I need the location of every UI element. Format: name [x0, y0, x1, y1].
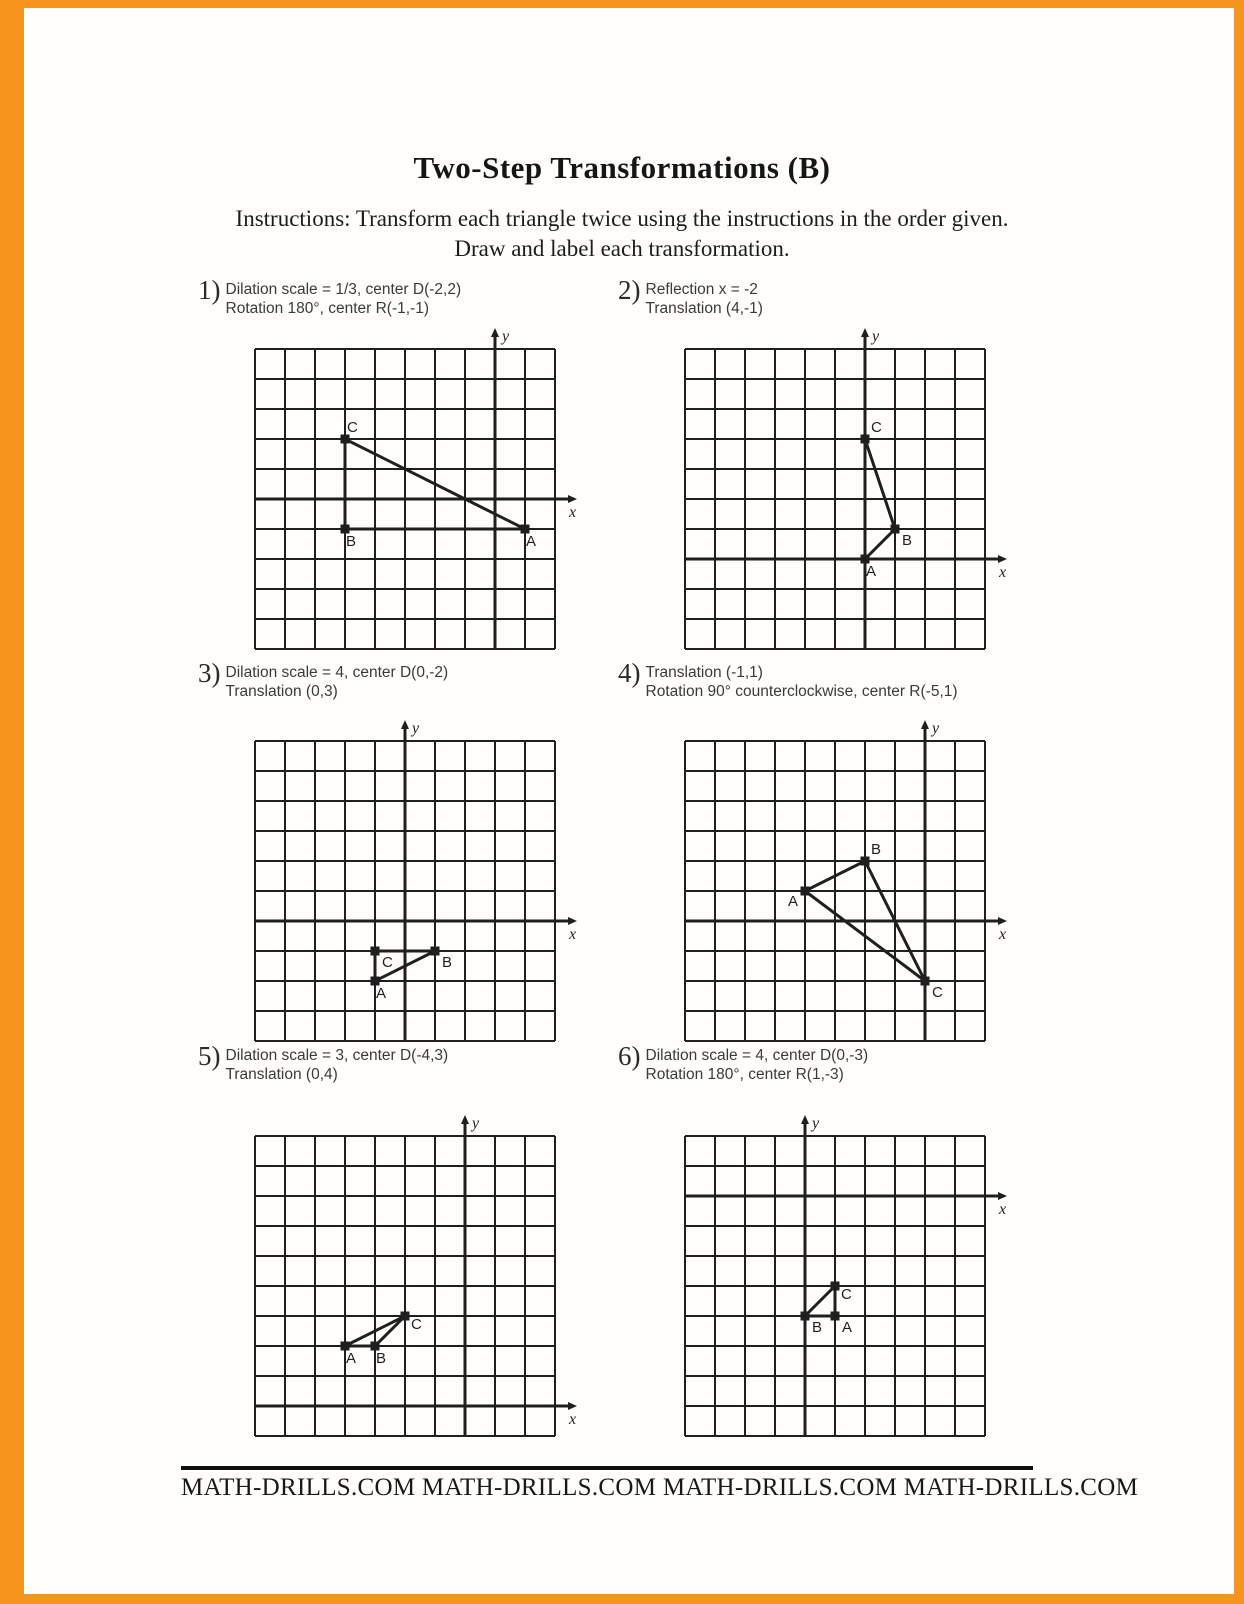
- problem-1-instruction-line-2: Rotation 180°, center R(-1,-1): [225, 299, 429, 317]
- coordinate-grid-5: [253, 1108, 597, 1444]
- svg-text:A: A: [526, 533, 537, 550]
- svg-text:C: C: [411, 1316, 422, 1333]
- problem-6-number: 6): [618, 1041, 641, 1071]
- coordinate-grid-4: [683, 713, 1027, 1049]
- footer-rule: [181, 1466, 1033, 1470]
- problem-5-number: 5): [198, 1041, 221, 1071]
- instructions-line-1: Instructions: Transform each triangle twice using the instructions in the order given.: [235, 206, 1009, 231]
- coordinate-grid-6: [683, 1108, 1027, 1444]
- svg-text:A: A: [842, 1319, 853, 1336]
- problem-4-number: 4): [618, 658, 641, 688]
- problem-4-instruction-line-1: Translation (-1,1): [645, 664, 763, 681]
- page-border-bottom: [0, 1594, 1244, 1604]
- problem-2-number: 2): [618, 275, 641, 305]
- svg-text:B: B: [812, 1319, 823, 1336]
- problem-5-instruction-line-1: Dilation scale = 3, center D(-4,3): [225, 1047, 449, 1064]
- problem-1-number: 1): [198, 275, 221, 305]
- svg-text:y: y: [872, 328, 880, 345]
- svg-text:B: B: [902, 532, 913, 549]
- svg-text:B: B: [442, 954, 453, 971]
- svg-text:B: B: [871, 841, 882, 858]
- problem-2-instruction-line-2: Translation (4,-1): [645, 299, 763, 317]
- coordinate-grid-3: [253, 713, 597, 1049]
- page-border-top: [0, 0, 1244, 8]
- svg-text:A: A: [866, 563, 877, 580]
- problem-4: [618, 658, 1058, 1001]
- problem-3: [198, 658, 638, 1002]
- svg-text:C: C: [841, 1286, 852, 1303]
- problem-4-instruction-line-2: Rotation 90° counterclockwise, center R(-5,1): [645, 682, 958, 700]
- svg-text:C: C: [932, 984, 943, 1001]
- svg-text:y: y: [412, 720, 420, 737]
- footer-text: MATH-DRILLS.COM MATH-DRILLS.COM MATH-DRILLS.COM MATH-DRILLS.COM: [181, 1474, 1139, 1501]
- svg-text:A: A: [788, 893, 799, 910]
- svg-text:A: A: [376, 985, 387, 1002]
- problem-3-number: 3): [198, 658, 221, 688]
- svg-text:A: A: [346, 1350, 357, 1367]
- svg-text:y: y: [472, 1115, 480, 1132]
- problem-6-instruction-line-2: Rotation 180°, center R(1,-3): [645, 1065, 844, 1083]
- problem-3-instruction-line-2: Translation (0,3): [225, 682, 338, 700]
- svg-text:x: x: [569, 1411, 577, 1428]
- problem-2: [618, 275, 1058, 581]
- svg-text:x: x: [999, 564, 1007, 581]
- svg-text:y: y: [932, 720, 940, 737]
- svg-text:y: y: [812, 1115, 820, 1132]
- svg-text:x: x: [999, 926, 1007, 943]
- coordinate-grid-1: [253, 321, 597, 657]
- instructions-line-2: Draw and label each transformation.: [454, 236, 790, 261]
- problem-6-instruction-line-1: Dilation scale = 4, center D(0,-3): [645, 1047, 869, 1064]
- page-title: Two-Step Transformations (B): [413, 150, 831, 185]
- problem-1-instruction-line-1: Dilation scale = 1/3, center D(-2,2): [225, 281, 462, 298]
- problem-5: [198, 1041, 638, 1428]
- problem-5-instruction-line-2: Translation (0,4): [225, 1065, 338, 1083]
- problem-6: [618, 1041, 1058, 1336]
- problem-3-instruction-line-1: Dilation scale = 4, center D(0,-2): [225, 664, 449, 681]
- problem-1: [198, 275, 638, 550]
- svg-text:x: x: [569, 926, 577, 943]
- coordinate-grid-2: [683, 321, 1027, 657]
- svg-text:x: x: [999, 1201, 1007, 1218]
- svg-text:B: B: [346, 533, 357, 550]
- svg-text:B: B: [376, 1350, 387, 1367]
- problem-2-instruction-line-1: Reflection x = -2: [645, 281, 758, 298]
- svg-text:C: C: [382, 954, 393, 971]
- svg-text:C: C: [347, 419, 358, 436]
- svg-text:x: x: [569, 504, 577, 521]
- svg-text:C: C: [871, 419, 882, 436]
- svg-text:y: y: [502, 328, 510, 345]
